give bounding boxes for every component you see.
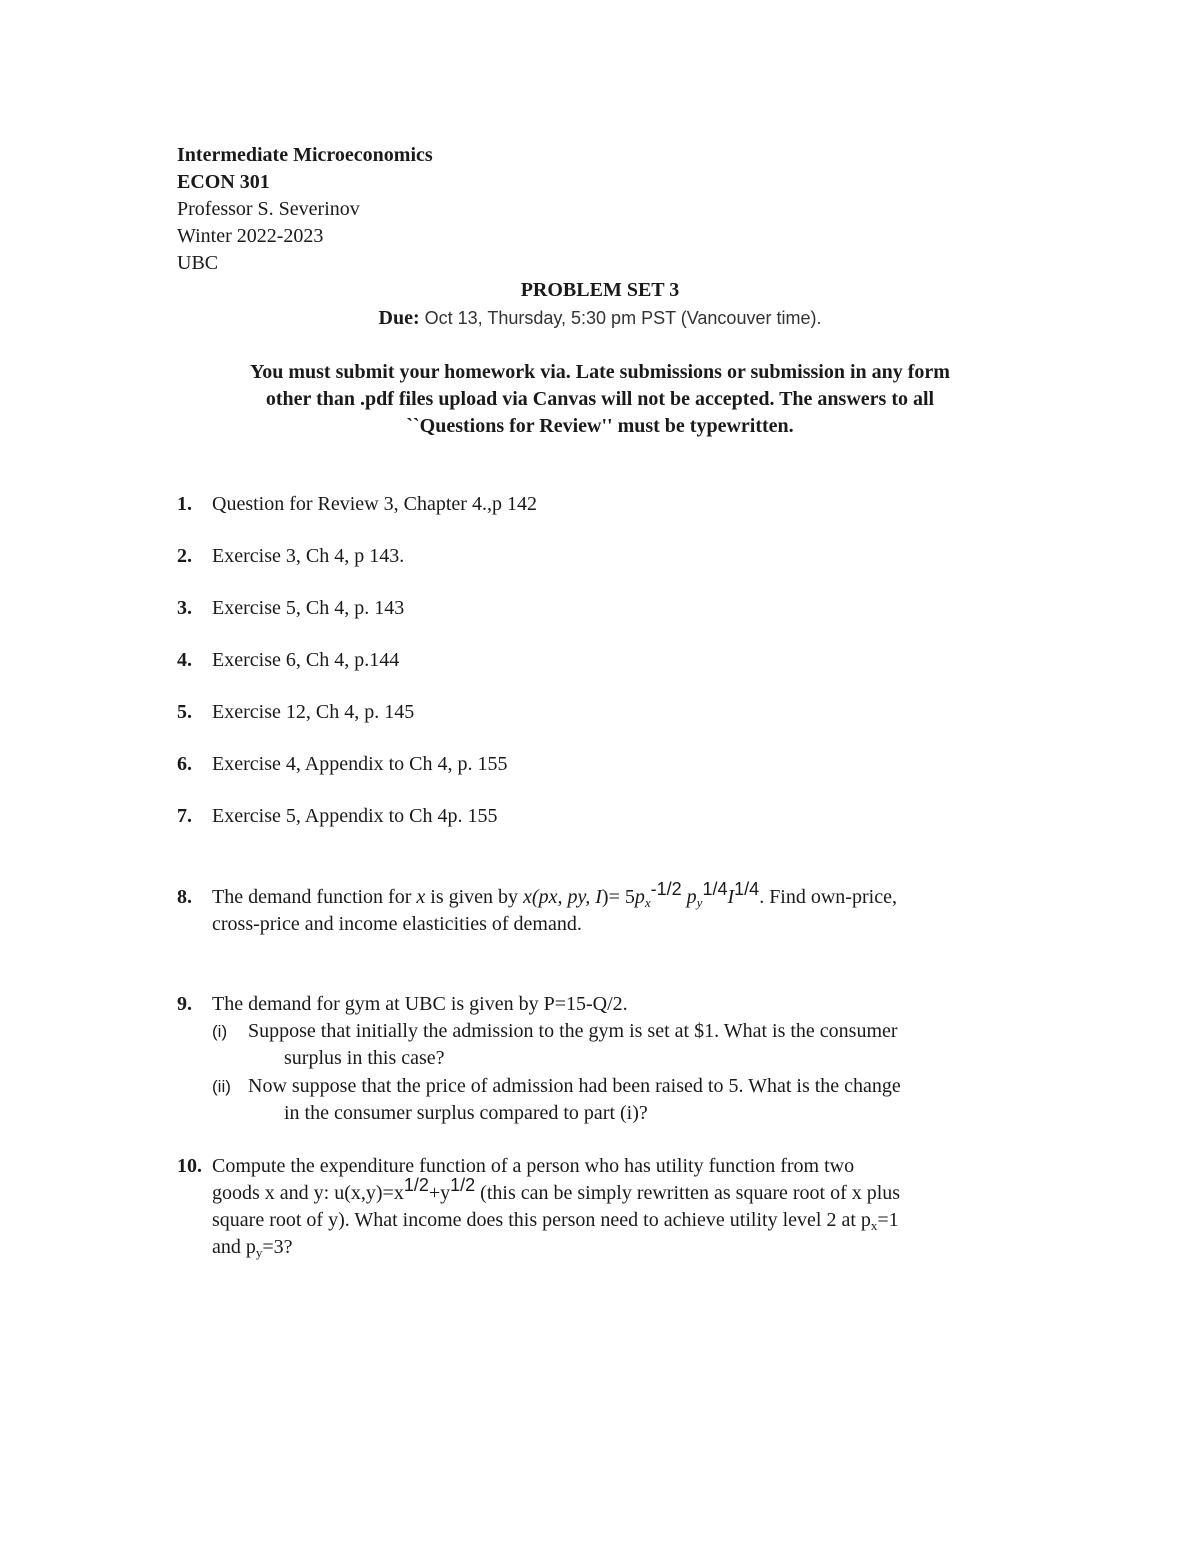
question-5	[177, 699, 1037, 726]
question-number: 6.	[177, 753, 192, 775]
question-text: Exercise 3, Ch 4, p 143.	[212, 545, 405, 567]
text-segment: =3?	[262, 1236, 293, 1258]
text-segment: +y	[428, 1182, 451, 1204]
text-segment: and p	[212, 1236, 256, 1258]
question-number: 8.	[177, 886, 192, 908]
question-10-line-1: Compute the expenditure function of a person who has utility function from two	[212, 1155, 855, 1177]
part-line-2: surplus in this case?	[284, 1047, 445, 1069]
income: I	[727, 886, 735, 908]
question-text: Exercise 6, Ch 4, p.144	[212, 649, 400, 671]
subscript: y	[255, 1245, 263, 1260]
text-segment: square root of y). What income does this person need to achieve utility level 2 at p	[212, 1209, 871, 1231]
exponent: 1/2	[403, 1175, 429, 1195]
question-3	[177, 595, 1037, 622]
question-number: 5.	[177, 701, 192, 723]
part-text	[248, 1073, 1032, 1127]
notice-line-2: other than .pdf files upload via Canvas will not be accepted. The answers to all	[265, 388, 935, 410]
question-8-line-2: cross-price and income elasticities of demand.	[212, 913, 582, 935]
exponent: 1/4	[734, 879, 760, 899]
text-segment: goods x and y: u(x,y)=x	[212, 1182, 404, 1204]
part-text	[248, 1018, 1032, 1072]
question-9-part-i	[212, 1018, 1032, 1072]
question-text: Exercise 4, Appendix to Ch 4, p. 155	[212, 753, 508, 775]
question-text: Exercise 5, Appendix to Ch 4p. 155	[212, 805, 498, 827]
exponent: 1/2	[450, 1175, 476, 1195]
question-number: 10.	[177, 1155, 202, 1177]
subscript: x	[644, 895, 651, 910]
text-segment: is given by	[425, 886, 524, 908]
question-number: 2.	[177, 545, 192, 567]
demand-function: x(px, py, I	[523, 886, 602, 908]
question-number: 9.	[177, 993, 192, 1015]
question-4	[177, 647, 1037, 674]
subscript: x	[870, 1218, 878, 1233]
question-6	[177, 751, 1037, 778]
part-line-1: Now suppose that the price of admission had been raised to 5. What is the change	[248, 1075, 901, 1097]
text-segment: . Find own-price,	[759, 886, 897, 908]
question-9	[177, 991, 1037, 1018]
question-text	[212, 1153, 1037, 1261]
question-10-line-3	[212, 1207, 1037, 1234]
price-y: p	[686, 886, 697, 908]
text-segment: (this can be simply rewritten as square root of x plus	[475, 1182, 901, 1204]
question-number: 1.	[177, 493, 192, 515]
course-code: ECON 301	[177, 171, 270, 193]
page-title: PROBLEM SET 3	[520, 279, 680, 301]
notice-line-3: ``Questions for Review'' must be typewritten.	[406, 415, 794, 437]
question-number: 7.	[177, 805, 192, 827]
exponent: -1/2	[650, 879, 682, 899]
question-10-line-2	[212, 1175, 1037, 1207]
question-8	[177, 879, 1037, 938]
question-number: 3.	[177, 597, 192, 619]
part-label: (ii)	[212, 1077, 231, 1096]
course-header	[177, 142, 433, 277]
question-2	[177, 543, 1037, 570]
due-text: Oct 13, Thursday, 5:30 pm PST (Vancouver time).	[419, 308, 822, 328]
subscript: y	[696, 895, 703, 910]
term: Winter 2022-2023	[177, 225, 324, 247]
question-text	[212, 879, 1037, 938]
text-segment: )= 5	[601, 886, 635, 908]
question-7	[177, 803, 1037, 830]
text-segment: The demand function for	[212, 886, 417, 908]
question-10	[177, 1153, 1037, 1261]
school: UBC	[177, 252, 219, 274]
part-label: (i)	[212, 1022, 228, 1041]
variable-x: x	[416, 886, 426, 908]
price-x: p	[634, 886, 645, 908]
course-title: Intermediate Microeconomics	[177, 144, 433, 166]
question-10-line-4	[212, 1234, 1037, 1261]
question-text: Exercise 12, Ch 4, p. 145	[212, 701, 415, 723]
part-line-2: in the consumer surplus compared to part (i)?	[284, 1102, 648, 1124]
exponent: 1/4	[702, 879, 728, 899]
due-label: Due:	[378, 307, 420, 329]
question-text: The demand for gym at UBC is given by P=15-Q/2.	[212, 993, 628, 1015]
due-date	[0, 305, 1200, 332]
question-text: Question for Review 3, Chapter 4.,p 142	[212, 493, 537, 515]
submission-notice	[160, 359, 1040, 440]
question-number: 4.	[177, 649, 192, 671]
question-9-part-ii	[212, 1073, 1032, 1127]
text-segment: =1	[877, 1209, 899, 1231]
question-1	[177, 491, 1037, 518]
question-8-line-1	[212, 879, 1037, 911]
notice-line-1: You must submit your homework via. Late submissions or submission in any form	[250, 361, 950, 383]
professor-name: Professor S. Severinov	[177, 198, 360, 220]
part-line-1: Suppose that initially the admission to the gym is set at $1. What is the consumer	[248, 1020, 898, 1042]
question-text: Exercise 5, Ch 4, p. 143	[212, 597, 405, 619]
